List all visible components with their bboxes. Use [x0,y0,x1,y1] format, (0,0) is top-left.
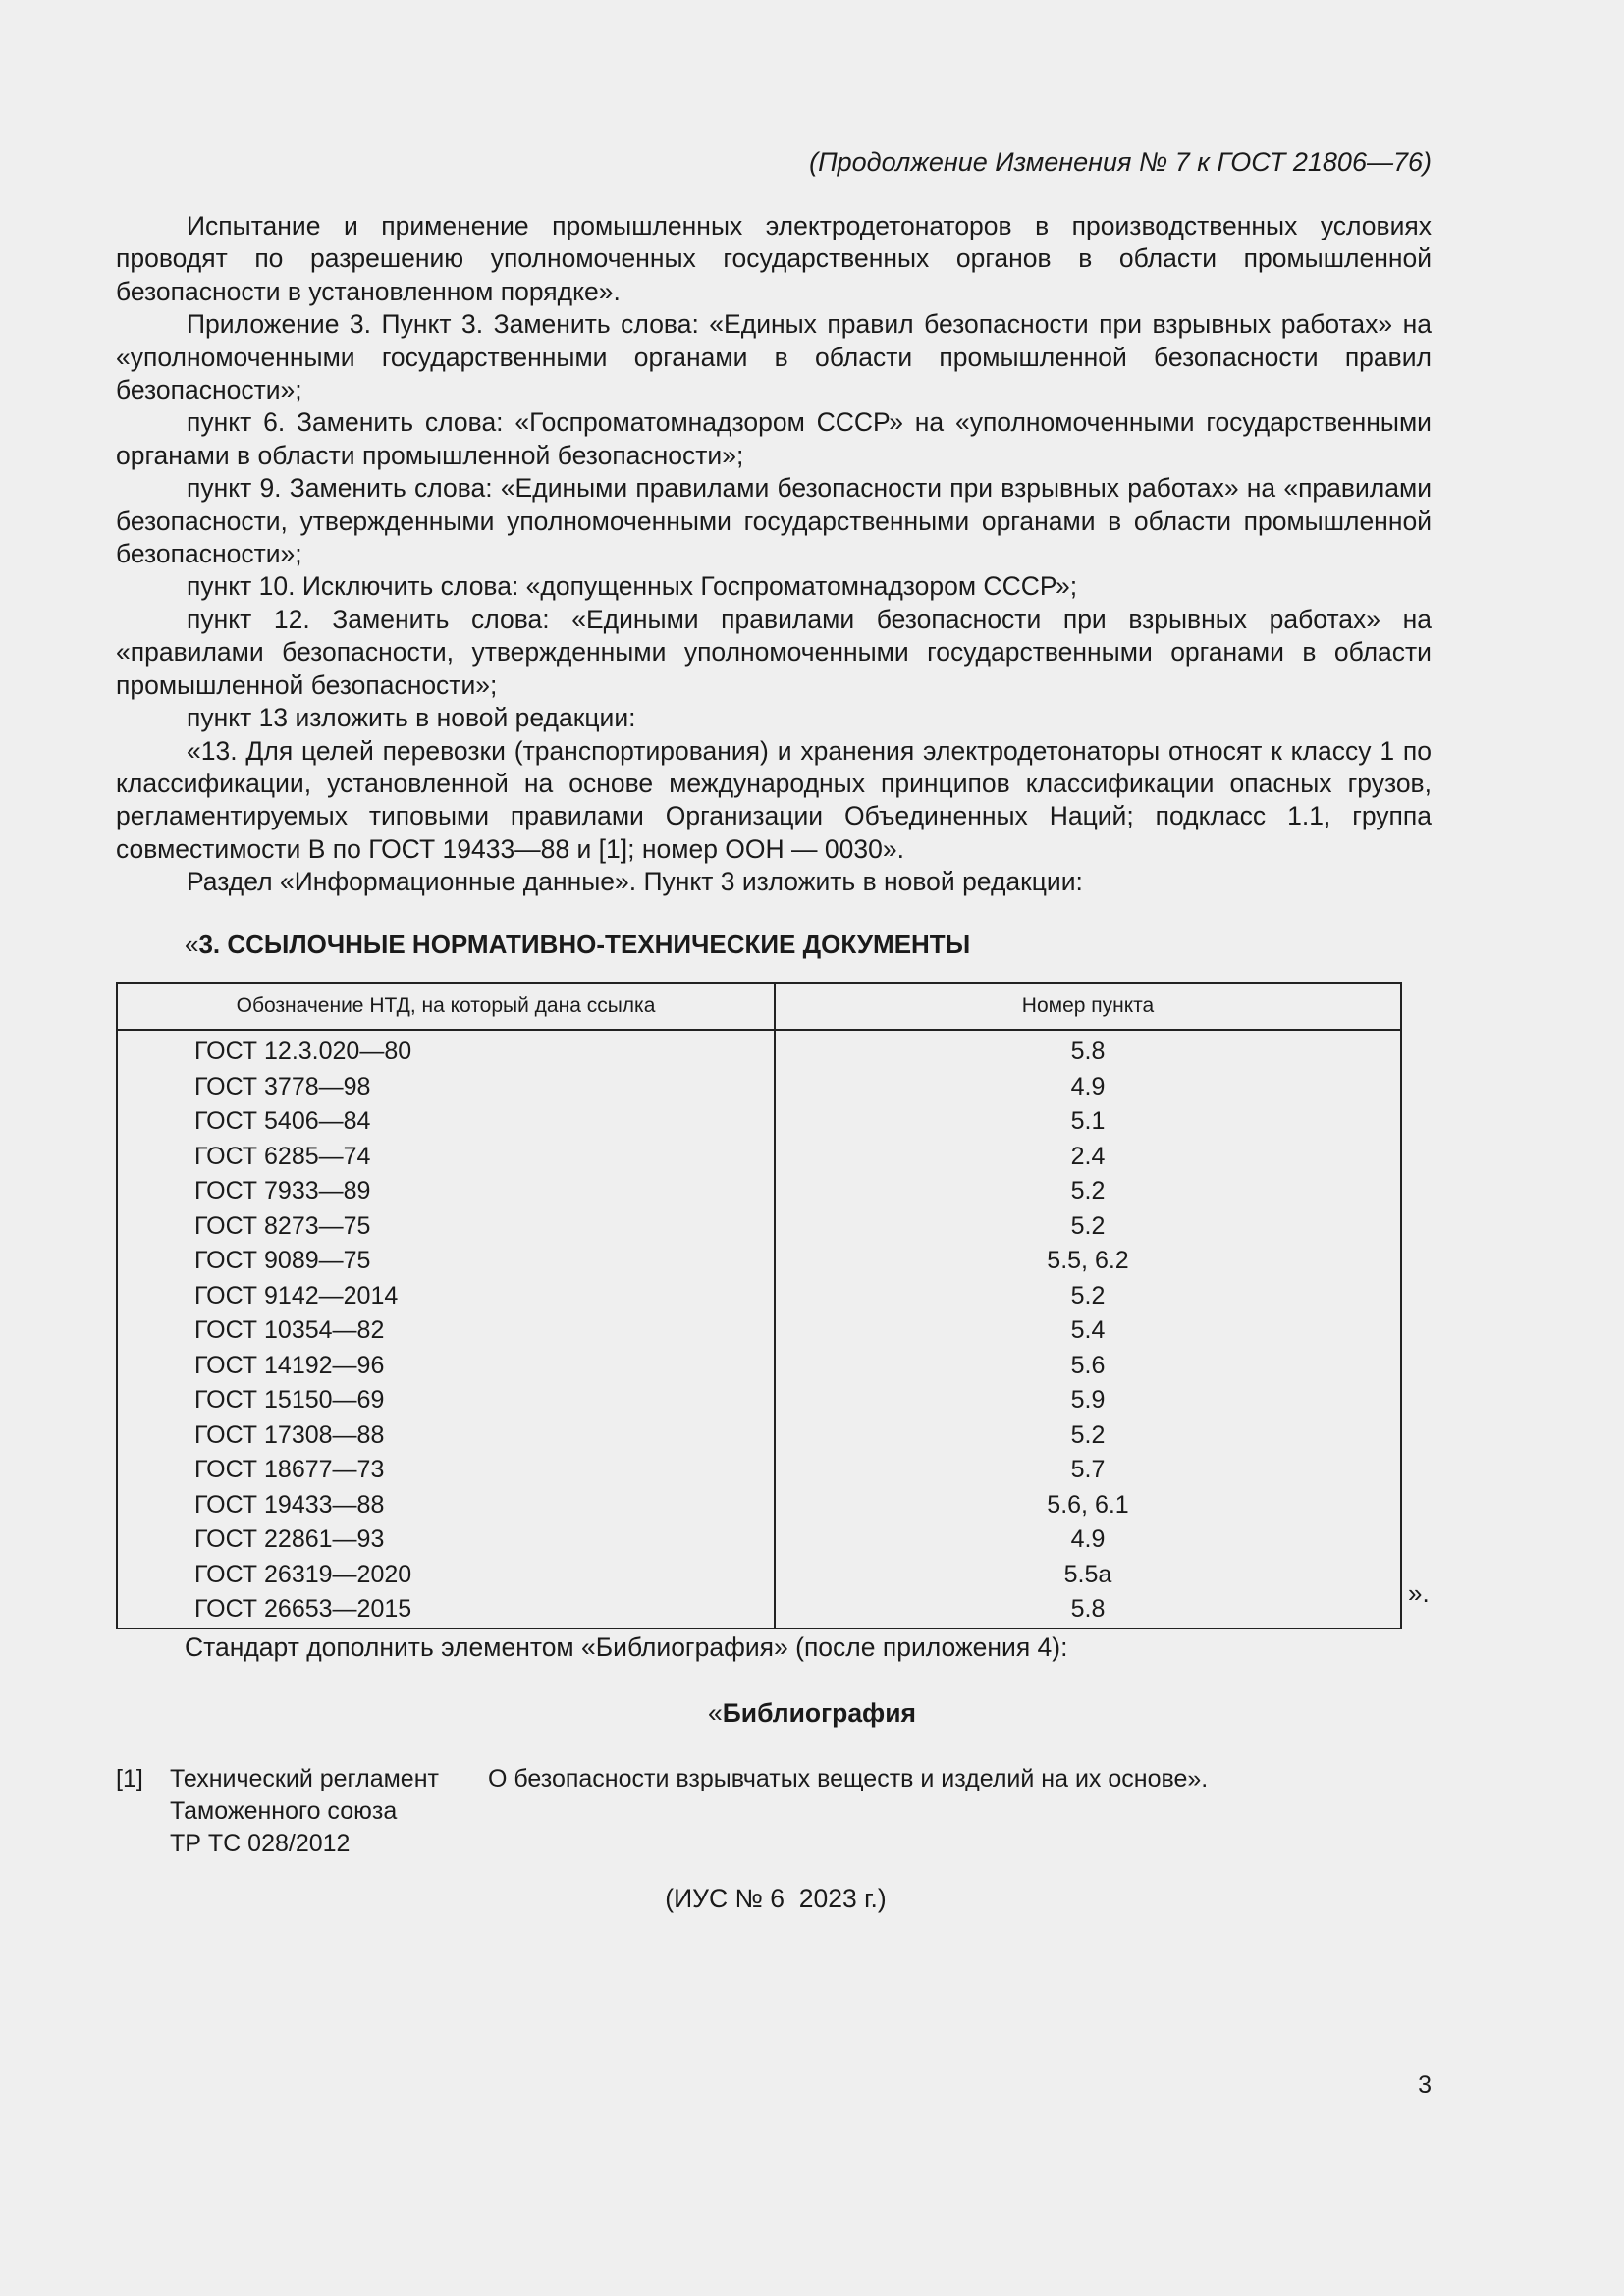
page-number: 3 [1418,2071,1432,2099]
open-quote: « [707,1698,723,1728]
table-cell-clause: 2.4 [775,1140,1401,1175]
page-header: (Продолжение Изменения № 7 к ГОСТ 21806—76) [809,147,1432,177]
paragraph: пункт 12. Заменить слова: «Едиными правилами безопасности при взрывных работах» на «правилами безопасности, утвержденными уполномоченными государственными органами в области промышленной безопасности»; [116,604,1432,700]
table-row [117,1418,1401,1454]
table-row [117,1279,1401,1314]
table-cell-designation: ГОСТ 8273—75 [117,1209,775,1245]
table-row [117,1140,1401,1175]
paragraph: пункт 9. Заменить слова: «Едиными правилами безопасности при взрывных работах» на «правилами безопасности, утвержденными уполномоченными государственными органами в области промышленной безопасности»; [116,473,1432,569]
open-quote: « [185,930,199,959]
supplement-line: Стандарт дополнить элементом «Библиография» (после приложения 4): [185,1632,1068,1662]
table-cell-clause: 5.8 [775,1035,1401,1070]
table-row [117,1488,1401,1523]
bib-entry-text: О безопасности взрывчатых веществ и изделий на их основе». [488,1765,1209,1792]
table-cell-clause: 5.1 [775,1104,1401,1140]
table-cell-clause: 5.2 [775,1279,1401,1314]
table-cell-clause: 4.9 [775,1070,1401,1105]
table-cell-designation: ГОСТ 15150—69 [117,1383,775,1418]
table-cell-clause: 5.6, 6.1 [775,1488,1401,1523]
reference-table [116,982,1402,1629]
table-body [117,1035,1401,1629]
bibliography-title [0,1696,1624,1730]
table-cell-designation: ГОСТ 12.3.020—80 [117,1035,775,1070]
table-row [117,1522,1401,1558]
table-cell-clause: 5.2 [775,1209,1401,1245]
table-cell-clause: 5.5а [775,1558,1401,1593]
table-row [117,1174,1401,1209]
table-cell-designation: ГОСТ 9142—2014 [117,1279,775,1314]
paragraph: Приложение 3. Пункт 3. Заменить слова: «Единых правил безопасности при взрывных работах» на «уполномоченными государственными органами в области промышленной безопасности правил безопасности»; [116,309,1432,405]
closing-quote: ». [1408,1578,1430,1608]
bibliography-title-text: Библиография [722,1698,916,1728]
table-cell-clause: 5.2 [775,1174,1401,1209]
table-cell-designation: ГОСТ 3778—98 [117,1070,775,1105]
table-row [117,1313,1401,1349]
section-title [185,928,970,961]
bib-name-line: Таможенного союза [170,1797,398,1825]
table-cell-clause: 5.7 [775,1453,1401,1488]
table-cell-designation: ГОСТ 14192—96 [117,1349,775,1384]
table-cell-designation: ГОСТ 26653—2015 [117,1592,775,1629]
body-text [116,210,1432,899]
table-cell-designation: ГОСТ 10354—82 [117,1313,775,1349]
bib-entry-name [170,1763,464,1860]
table-row [117,1209,1401,1245]
paragraph: «13. Для целей перевозки (транспортирования) и хранения электродетонаторы относят к классу 1 по классификации, установленной на основе международных принципов классификации опасных грузов, регламентируемых типовыми правилами Организации Объединенных Наций; подкласс 1.1, группа совместимости B по ГОСТ 19433—88 и [1]; номер ООН — 0030». [116,735,1432,864]
table-cell-clause: 5.9 [775,1383,1401,1418]
paragraph: пункт 6. Заменить слова: «Госпроматомнадзором СССР» на «уполномоченными государственными органами в области промышленной безопасности»; [116,407,1432,470]
bib-name-line: Технический регламент [170,1765,439,1792]
bib-name-line: ТР ТС 028/2012 [170,1830,351,1857]
paragraph: Испытание и применение промышленных электродетонаторов в производственных условиях проводят по разрешению уполномоченных государственных органов в области промышленной безопасности в установленном порядке». [116,211,1432,306]
table-row [117,1349,1401,1384]
table-row [117,1070,1401,1105]
table-header-designation: Обозначение НТД, на который дана ссылка [117,983,775,1030]
table-row [117,1104,1401,1140]
table-cell-designation: ГОСТ 5406—84 [117,1104,775,1140]
table-cell-clause: 5.4 [775,1313,1401,1349]
table-cell-designation: ГОСТ 6285—74 [117,1140,775,1175]
section-title-text: 3. ССЫЛОЧНЫЕ НОРМАТИВНО-ТЕХНИЧЕСКИЕ ДОКУМЕНТЫ [198,930,971,959]
table-header-clause: Номер пункта [775,983,1401,1030]
table-row [117,1592,1401,1629]
table-cell-designation: ГОСТ 9089—75 [117,1244,775,1279]
table-cell-designation: ГОСТ 17308—88 [117,1418,775,1454]
paragraph: пункт 10. Исключить слова: «допущенных Госпроматомнадзором СССР»; [187,571,1078,602]
paragraph: пункт 13 изложить в новой редакции: [187,703,636,733]
table-row [117,1035,1401,1070]
table-cell-clause: 5.5, 6.2 [775,1244,1401,1279]
table-cell-clause: 4.9 [775,1522,1401,1558]
table-row [117,1244,1401,1279]
table-cell-designation: ГОСТ 7933—89 [117,1174,775,1209]
table-cell-clause: 5.8 [775,1592,1401,1629]
table-cell-designation: ГОСТ 26319—2020 [117,1558,775,1593]
ius-reference: (ИУС № 6 2023 г.) [665,1884,887,1913]
paragraph: Раздел «Информационные данные». Пункт 3 изложить в новой редакции: [187,867,1083,897]
table-cell-clause: 5.2 [775,1418,1401,1454]
table-cell-designation: ГОСТ 18677—73 [117,1453,775,1488]
table-cell-designation: ГОСТ 22861—93 [117,1522,775,1558]
bib-entry-number: [1] [116,1765,143,1792]
table-cell-clause: 5.6 [775,1349,1401,1384]
table-row [117,1383,1401,1418]
table-row [117,1558,1401,1593]
table-cell-designation: ГОСТ 19433—88 [117,1488,775,1523]
table-row [117,1453,1401,1488]
